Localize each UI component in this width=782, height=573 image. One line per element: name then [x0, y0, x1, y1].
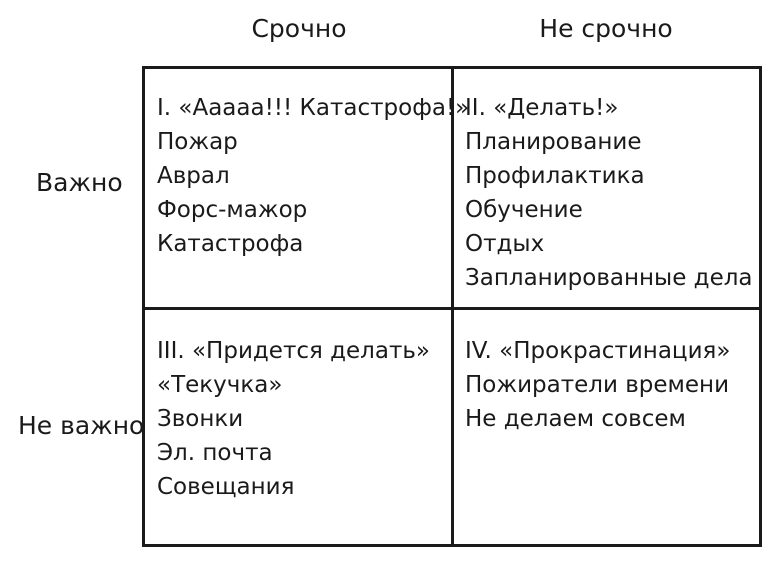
eisenhower-matrix — [142, 66, 762, 547]
row-header-not-important: Не важно — [18, 411, 145, 440]
quadrant-item: Аврал — [157, 163, 230, 189]
quadrant-item: Совещания — [157, 474, 295, 500]
row-header-important: Важно — [36, 168, 123, 197]
quadrant-item: Форс-мажор — [157, 197, 308, 223]
quadrant-item: Обучение — [465, 197, 583, 223]
quadrant-urgent-important — [157, 91, 469, 261]
quadrant-item: Отдых — [465, 231, 545, 257]
horizontal-divider — [145, 307, 759, 310]
quadrant-item: Звонки — [157, 406, 244, 432]
column-header-not-urgent: Не срочно — [539, 14, 673, 43]
quadrant-item: Эл. почта — [157, 440, 273, 466]
quadrant-title: III. «Придется делать» — [157, 338, 431, 364]
quadrant-title: II. «Делать!» — [465, 95, 619, 121]
column-header-urgent: Срочно — [251, 14, 347, 43]
quadrant-title: I. «Ааааа!!! Катастрофа!» — [157, 95, 470, 121]
quadrant-item: Не делаем совсем — [465, 406, 686, 432]
quadrant-title: IV. «Прокрастинация» — [465, 338, 731, 364]
quadrant-item: Профилактика — [465, 163, 645, 189]
quadrant-item: «Текучка» — [157, 372, 283, 398]
quadrant-item: Катастрофа — [157, 231, 304, 257]
quadrant-not-urgent-not-important — [465, 334, 730, 436]
quadrant-item: Запланированные дела — [465, 265, 753, 291]
quadrant-urgent-not-important — [157, 334, 430, 504]
quadrant-not-urgent-important — [465, 91, 753, 295]
quadrant-item: Планирование — [465, 129, 642, 155]
quadrant-item: Пожар — [157, 129, 238, 155]
quadrant-item: Пожиратели времени — [465, 372, 730, 398]
